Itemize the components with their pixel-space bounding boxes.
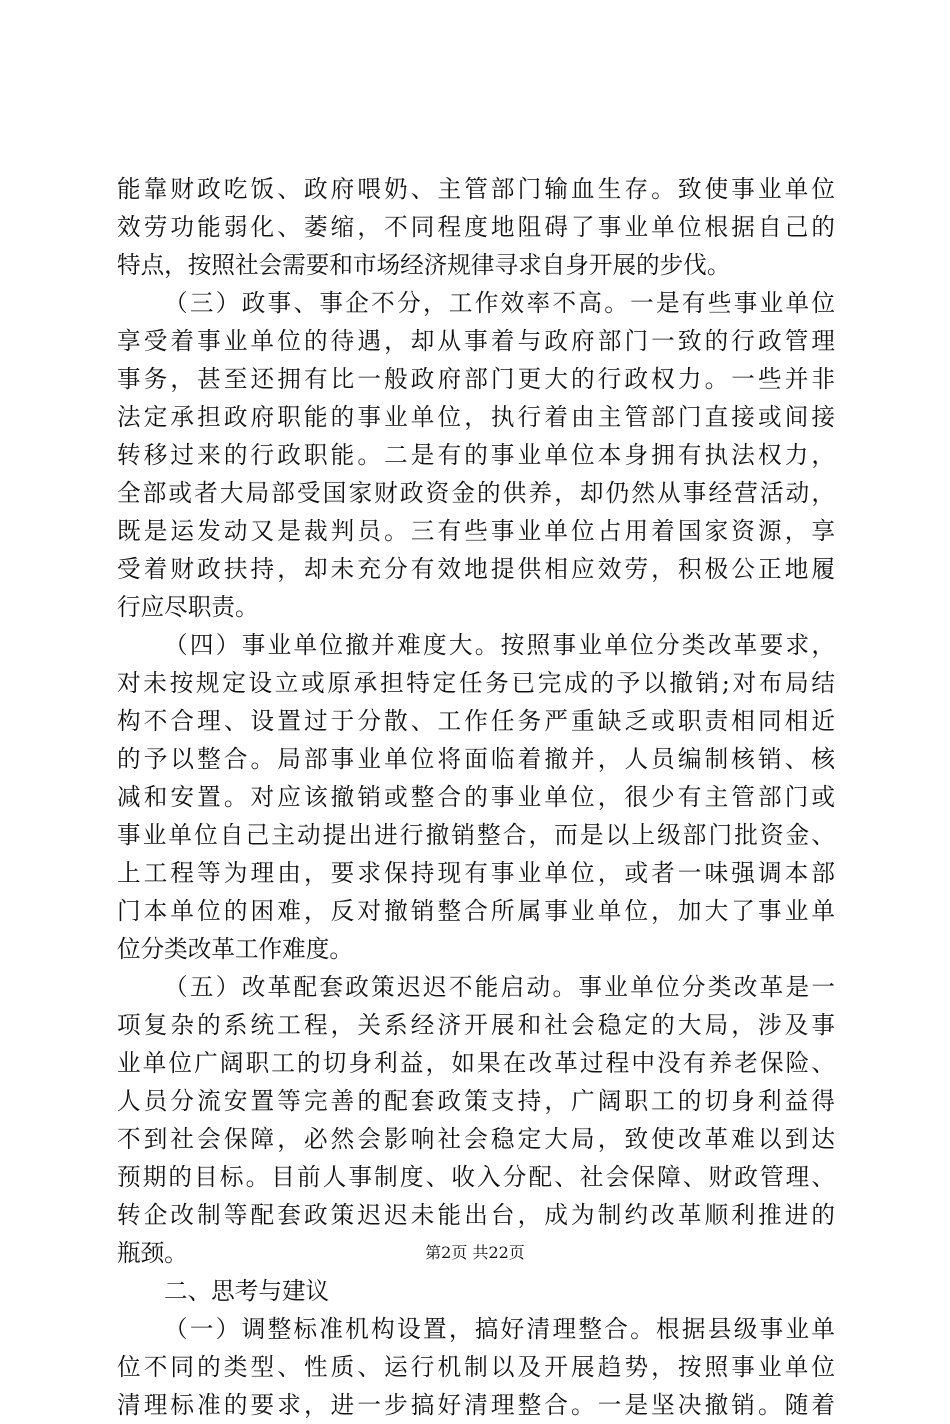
text-line: 门本单位的困难，反对撤销整合所属事业单位，加大了事业单 — [117, 897, 835, 925]
text-line: （五）改革配套政策迟迟不能启动。事业单位分类改革是一 — [164, 973, 835, 1001]
text-line: 事业单位自己主动提出进行撤销整合，而是以上级部门批资金、 — [117, 821, 835, 849]
text-line: 对未按规定设立或原承担特定任务已完成的予以撤销;对布局结 — [117, 669, 835, 697]
text-line: 特点，按照社会需要和市场经济规律寻求自身开展的步伐。 — [117, 251, 731, 279]
section-heading: 二、思考与建议 — [164, 1277, 330, 1305]
text-line: 不到社会保障，必然会影响社会稳定大局，致使改革难以到达 — [117, 1125, 835, 1153]
text-line: 全部或者大局部受国家财政资金的供养，却仍然从事经营活动， — [117, 479, 835, 507]
text-line: 位不同的类型、性质、运行机制以及开展趋势，按照事业单位 — [117, 1353, 835, 1381]
text-line: 法定承担政府职能的事业单位，执行着由主管部门直接或间接 — [117, 403, 835, 431]
text-line: 人员分流安置等完善的配套政策支持，广阔职工的切身利益得 — [117, 1087, 835, 1115]
text-line: 项复杂的系统工程，关系经济开展和社会稳定的大局，涉及事 — [117, 1011, 835, 1039]
text-line: 享受着事业单位的待遇，却从事着与政府部门一致的行政管理 — [117, 327, 835, 355]
text-line: 位分类改革工作难度。 — [117, 935, 353, 963]
text-line: 预期的目标。目前人事制度、收入分配、社会保障、财政管理、 — [117, 1163, 835, 1191]
document-body — [117, 170, 835, 1424]
text-line: 上工程等为理由，要求保持现有事业单位，或者一味强调本部 — [117, 859, 835, 887]
text-line: （一）调整标准机构设置，搞好清理整合。根据县级事业单 — [164, 1315, 835, 1343]
text-line: 效劳功能弱化、萎缩，不同程度地阻碍了事业单位根据自己的 — [117, 213, 835, 241]
text-line: 事务，甚至还拥有比一般政府部门更大的行政权力。一些并非 — [117, 365, 835, 393]
text-line: 受着财政扶持，却未充分有效地提供相应效劳，积极公正地履 — [117, 555, 835, 583]
text-line: 业单位广阔职工的切身利益，如果在改革过程中没有养老保险、 — [117, 1049, 835, 1077]
text-line: 构不合理、设置过于分散、工作任务严重缺乏或职责相同相近 — [117, 707, 835, 735]
text-line: 能靠财政吃饭、政府喂奶、主管部门输血生存。致使事业单位 — [117, 175, 835, 203]
text-line: 瓶颈。 — [117, 1239, 188, 1267]
text-line: 减和安置。对应该撤销或整合的事业单位，很少有主管部门或 — [117, 783, 835, 811]
text-line: 清理标准的要求，进一步搞好清理整合。一是坚决撤销。随着 — [117, 1391, 835, 1419]
page-number-footer: 第2页 共22页 — [425, 1243, 525, 1262]
text-line: （三）政事、事企不分，工作效率不高。一是有些事业单位 — [164, 289, 835, 317]
text-line: 转企改制等配套政策迟迟未能出台，成为制约改革顺利推进的 — [117, 1201, 835, 1229]
text-line: （四）事业单位撤并难度大。按照事业单位分类改革要求， — [164, 631, 835, 659]
text-line: 行应尽职责。 — [117, 593, 259, 621]
text-line: 的予以整合。局部事业单位将面临着撤并，人员编制核销、核 — [117, 745, 835, 773]
text-line: 既是运发动又是裁判员。三有些事业单位占用着国家资源，享 — [117, 517, 835, 545]
text-line: 转移过来的行政职能。二是有的事业单位本身拥有执法权力， — [117, 441, 835, 469]
